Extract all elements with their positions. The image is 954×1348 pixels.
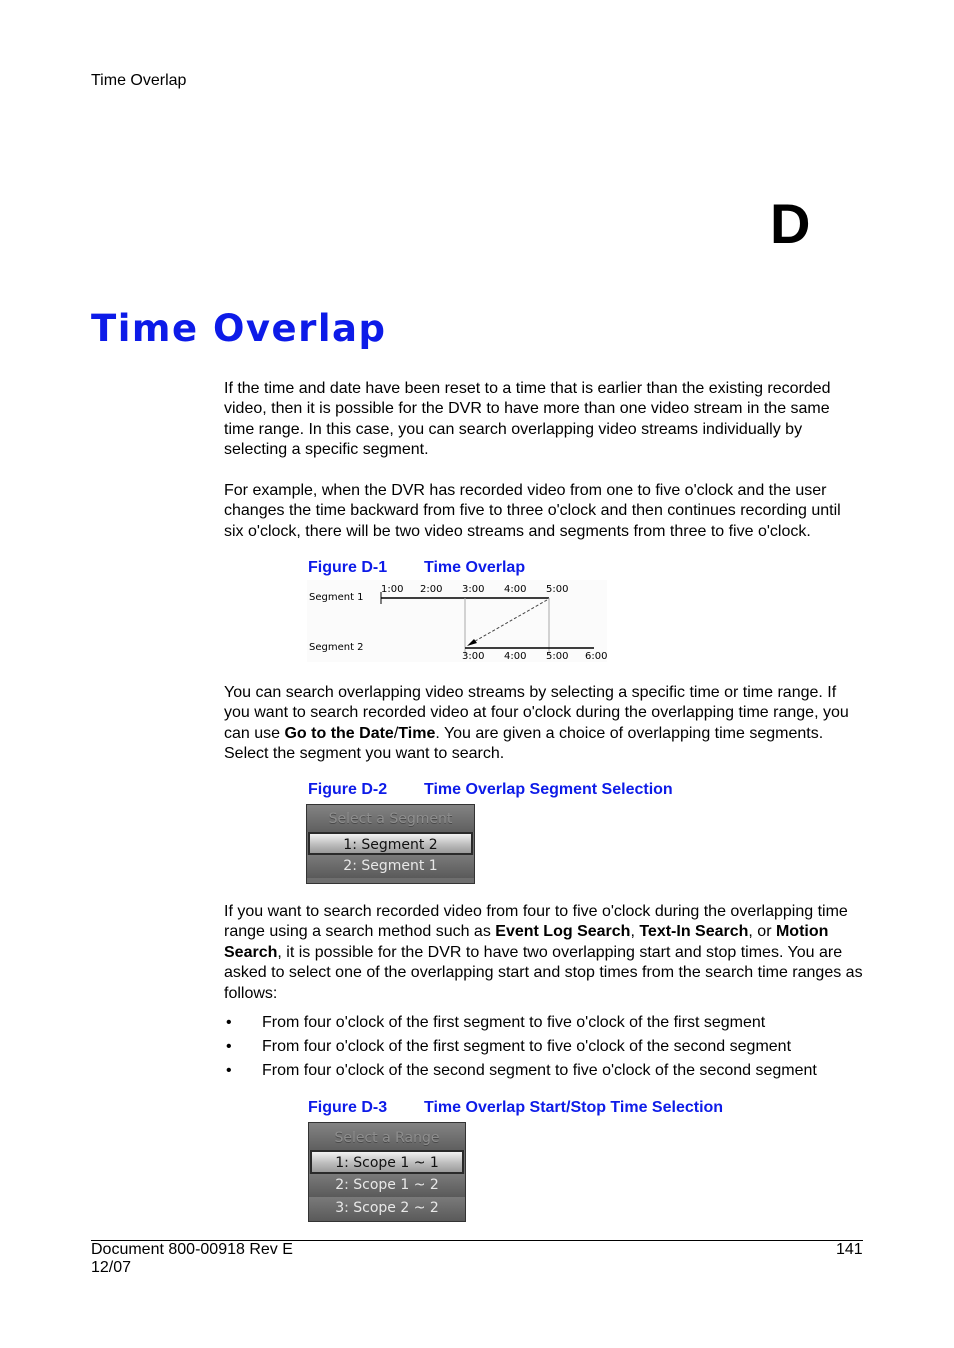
footer-document-info [91,1241,293,1277]
bold-term: Time [398,724,436,742]
example-paragraph: For example, when the DVR has recorded video from one to five o'clock and the user changes the time backward from five to three o'clock and then continues recording until six o'clock, there will be two video streams and segments from three to five o'clock. [224,482,841,540]
range-options-list [224,1013,817,1085]
text-run: . You are given a choice of overlapping time segments. Select the segment you want to search. [224,724,824,763]
list-item: • From four o'clock of the second segment to five o'clock of the second segment [224,1061,817,1085]
menu-item-segment-2[interactable]: 1: Segment 2 [308,832,473,855]
chapter-letter: D [770,192,811,255]
figure-caption-d3 [308,1099,723,1117]
text-run: , or [748,923,776,941]
figure-title: Time Overlap Segment Selection [424,781,673,798]
figure-title: Stop Time Selection [570,1099,724,1116]
segment-selection-menu [306,804,475,884]
document-number: Document 800-00918 Rev E [91,1241,293,1258]
list-item: • From four o'clock of the first segment to five o'clock of the second segment [224,1037,817,1061]
segment-1-tick: 5:00 [546,584,569,595]
text-run: / [393,724,399,742]
segment-1-tick: 1:00 [381,584,404,595]
figure-number: Figure D-2 [308,781,388,798]
text-run: , [630,923,640,941]
menu-item-scope-1-1[interactable]: 1: Scope 1 ~ 1 [310,1150,464,1174]
menu-item-scope-1-2[interactable]: 2: Scope 1 ~ 2 [309,1174,465,1198]
segment-1-label: Segment 1 [309,592,364,603]
figure-number: Figure D-3 [308,1099,388,1116]
text-run: , it is possible for the DVR to have two overlapping start and stop times. You are asked to select one of the overlapping start and stop times from the search time ranges as follows: [224,943,863,1002]
intro-paragraph: If the time and date have been reset to a time that is earlier than the existing recorded video, then it is possible for the DVR to have more than one video stream in the same time range. In this case, you can search overlapping video streams individually by selecting a specific segment. [224,380,831,459]
bold-term: Event Log Search [495,923,631,941]
segment-2-label: Segment 2 [309,642,364,653]
segment-2-tick: 4:00 [504,651,527,662]
segment-2-tick: 5:00 [546,651,569,662]
menu-title: Select a Segment [307,805,474,832]
chapter-title: Time Overlap [91,307,387,350]
list-item: • From four o'clock of the first segment to five o'clock of the first segment [224,1013,817,1037]
figure-number: Figure D-1 [308,559,388,576]
menu-item-scope-2-2[interactable]: 3: Scope 2 ~ 2 [309,1197,465,1221]
menu-title: Select a Range [309,1123,465,1150]
text-run: If you want to search recorded video from four to five o'clock during the overlapping time range using a search method such as [224,903,848,941]
figure-caption-d1 [308,559,525,577]
segment-2-tick: 6:00 [585,651,607,662]
figure-title: Time Overlap [424,559,526,576]
figure-title-separator: / [565,1099,571,1116]
document-date: 12/07 [91,1259,132,1276]
segment-1-tick: 3:00 [462,584,485,595]
segment-1-tick: 4:00 [504,584,527,595]
text-run: You can search overlapping video streams by selecting a specific time or time range. If you want to search recorded video at four o'clock during the overlapping time range, you can use [224,684,849,742]
range-paragraph [224,902,864,1004]
figure-title: Time Overlap Start [424,1099,566,1116]
figure-caption-d2 [308,781,673,799]
bold-term: Go to the Date [284,724,394,742]
bold-term: Motion Search [224,923,829,961]
segment-1-tick: 2:00 [420,584,443,595]
menu-item-segment-1[interactable]: 2: Segment 1 [307,855,474,878]
segment-2-tick: 3:00 [462,651,485,662]
time-overlap-diagram [307,580,607,662]
range-selection-menu [308,1122,466,1222]
running-head: Time Overlap [91,72,187,89]
search-paragraph [224,683,864,765]
bold-term: Text-In Search [639,923,749,941]
page-number: 141 [836,1241,863,1258]
